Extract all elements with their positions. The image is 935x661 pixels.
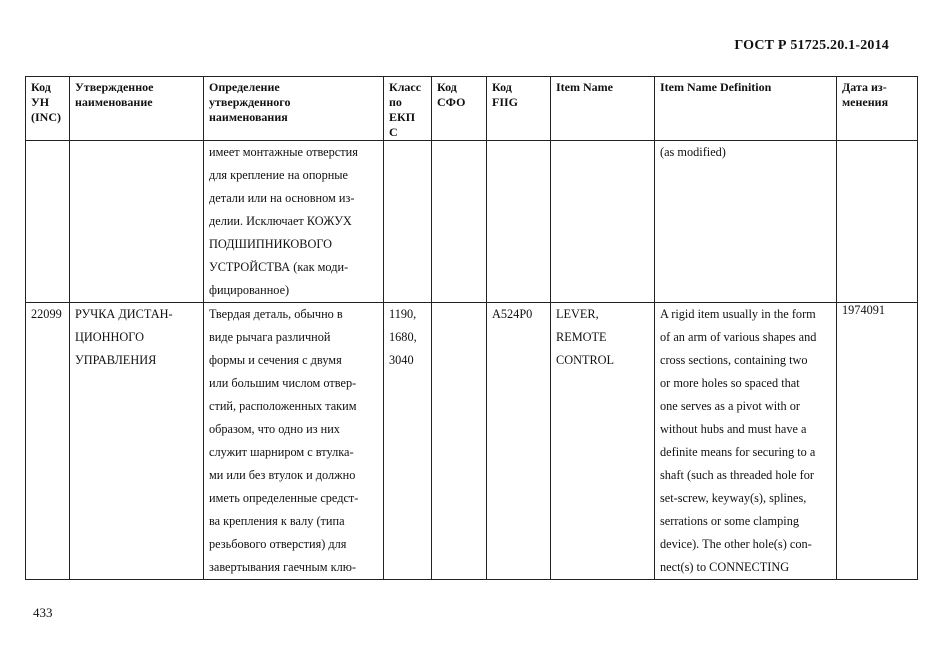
text-line: 1680, <box>389 330 417 344</box>
text-line: nect(s) to CONNECTING <box>660 560 790 574</box>
text-line: иметь определенные средст- <box>209 491 359 505</box>
text-line: 1974091 <box>842 303 886 317</box>
text-line: REMOTE <box>556 330 607 344</box>
page-number: 433 <box>33 605 53 620</box>
text-line: формы и сечения с двумя <box>209 353 342 367</box>
cell-approved-name <box>70 141 204 303</box>
text-line: 22099 <box>31 307 62 321</box>
cell-item-name <box>551 303 655 580</box>
text-line: утвержденного <box>209 95 291 109</box>
cell-item-definition <box>655 303 837 580</box>
text-line: set-screw, keyway(s), splines, <box>660 491 807 505</box>
text-line: по <box>389 95 402 109</box>
header-fiig <box>487 77 551 141</box>
text-line: CONTROL <box>556 353 615 367</box>
text-line: 3040 <box>389 353 414 367</box>
text-line: Код <box>437 80 457 94</box>
text-line: (as modified) <box>660 145 726 159</box>
cell-sfo <box>432 141 487 303</box>
text-line: Код <box>492 80 512 94</box>
text-line: device). The other hole(s) con- <box>660 537 812 551</box>
cell-date <box>837 303 918 580</box>
cell-inc <box>26 141 70 303</box>
text-line: serrations or some clamping <box>660 514 799 528</box>
cell-sfo <box>432 303 487 580</box>
table-row <box>26 141 918 303</box>
document-standard-header: ГОСТ Р 51725.20.1-2014 <box>734 38 889 53</box>
cell-fiig <box>487 303 551 580</box>
text-line: наименование <box>75 95 153 109</box>
text-line: of an arm of various shapes and <box>660 330 817 344</box>
text-line: завертывания гаечным клю- <box>209 560 357 574</box>
cell-definition <box>204 141 384 303</box>
header-inc <box>26 77 70 141</box>
text-line: ПОДШИПНИКОВОГО <box>209 237 333 251</box>
header-change-date <box>837 77 918 141</box>
text-line: ми или без втулок и должно <box>209 468 356 482</box>
text-line: A rigid item usually in the form <box>660 307 816 321</box>
table-row <box>26 303 918 580</box>
text-line: или большим числом отвер- <box>209 376 357 390</box>
text-line: ЦИОННОГО <box>75 330 144 344</box>
text-line: Класс <box>389 80 422 94</box>
cell-fiig <box>487 141 551 303</box>
text-line: имеет монтажные отверстия <box>209 145 358 159</box>
cell-class <box>384 303 432 580</box>
text-line: С <box>389 125 398 139</box>
cell-item-name <box>551 141 655 303</box>
text-line: (INC) <box>31 110 61 124</box>
text-line: Код <box>31 80 51 94</box>
text-line: УСТРОЙСТВА (как моди- <box>209 260 349 274</box>
text-line: менения <box>842 95 889 109</box>
text-line: виде рычага различной <box>209 330 331 344</box>
header-class <box>384 77 432 141</box>
text-line: cross sections, containing two <box>660 353 808 367</box>
header-definition <box>204 77 384 141</box>
catalog-table <box>25 76 918 580</box>
cell-date <box>837 141 918 303</box>
cell-item-definition <box>655 141 837 303</box>
text-line: ва крепления к валу (типа <box>209 514 345 528</box>
text-line: детали или на основном из- <box>209 191 355 205</box>
text-line: A524P0 <box>492 307 533 321</box>
text-line: FIIG <box>492 95 519 109</box>
text-line: стий, расположенных таким <box>209 399 357 413</box>
text-line: служит шарниром с втулка- <box>209 445 354 459</box>
header-item-name <box>551 77 655 141</box>
text-line: резьбового отверстия) для <box>209 537 347 551</box>
text-line: СФО <box>437 95 466 109</box>
text-line: without hubs and must have a <box>660 422 807 436</box>
text-line: LEVER, <box>556 307 599 321</box>
text-line: Item Name Definition <box>660 80 772 94</box>
text-line: Item Name <box>556 80 613 94</box>
text-line: РУЧКА ДИСТАН- <box>75 307 173 321</box>
header-approved-name <box>70 77 204 141</box>
text-line: УПРАВЛЕНИЯ <box>75 353 157 367</box>
cell-class <box>384 141 432 303</box>
text-line: definite means for securing to a <box>660 445 816 459</box>
cell-approved-name <box>70 303 204 580</box>
cell-definition <box>204 303 384 580</box>
text-line: shaft (such as threaded hole for <box>660 468 814 482</box>
text-line: наименования <box>209 110 288 124</box>
text-line: Утвержденное <box>75 80 154 94</box>
text-line: 1190, <box>389 307 417 321</box>
text-line: one serves as a pivot with or <box>660 399 801 413</box>
text-line: фицированное) <box>209 283 290 297</box>
table-header-row <box>26 77 918 141</box>
text-line: УН <box>31 95 50 109</box>
cell-inc <box>26 303 70 580</box>
text-line: ЕКП <box>389 110 416 124</box>
text-line: or more holes so spaced that <box>660 376 800 390</box>
text-line: для крепление на опорные <box>209 168 349 182</box>
text-line: Твердая деталь, обычно в <box>209 307 343 321</box>
text-line: делии. Исключает КОЖУХ <box>209 214 352 228</box>
header-sfo <box>432 77 487 141</box>
text-line: Определение <box>209 80 280 94</box>
text-line: Дата из- <box>842 80 887 94</box>
text-line: образом, что одно из них <box>209 422 340 436</box>
header-item-name-definition <box>655 77 837 141</box>
